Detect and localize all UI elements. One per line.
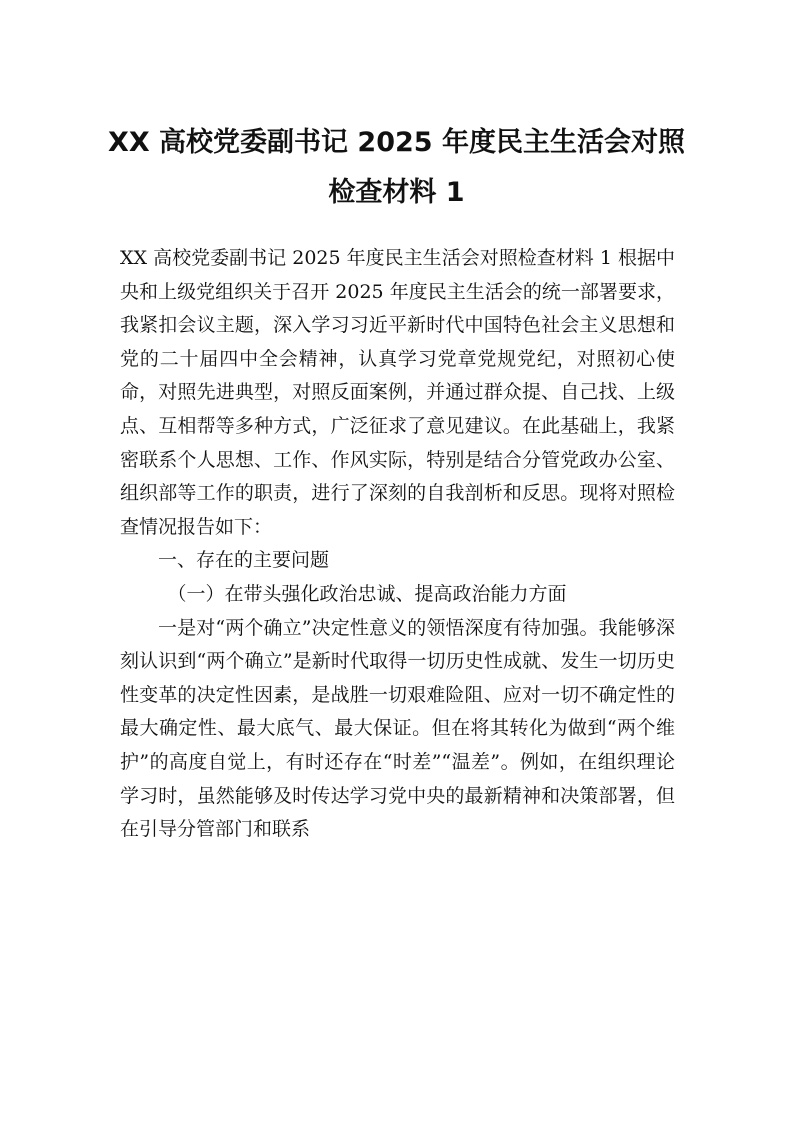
body-paragraph: 一是对“两个确立”决定性意义的领悟深度有待加强。我能够深刻认识到“两个确立”是新时代取得一切历史性成就、发生一切历史性变革的决定性因素，是战胜一切艰难险阻、应对一切不确定性的最大确定性、最大底气、最大保证。但在将其转化为做到“两个维护”的高度自觉上，有时还存在“时差”“温差”。例如，在组织理论学习时，虽然能够及时传达学习党中央的最新精神和决策部署，但在引导分管部门和联系 <box>120 616 675 841</box>
intro-paragraph: XX 高校党委副书记 2025 年度民主生活会对照检查材料 1 根据中央和上级党组织关于召开 2025 年度民主生活会的统一部署要求，我紧扣会议主题，深入学习习近平新时代中国特色社会主义思想和党的二十届四中全会精神，认真学习党章党规党纪，对照初心使命，对照先进典型，对照反面案例，并通过群众提、自己找、上级点、互相帮等多种方式，广泛征求了意见建议。在此基础上，我紧密联系个人思想、工作、作风实际，特别是结合分管党政办公室、组织部等工作的职责，进行了深刻的自我剖析和反思。现将对照检查情况报告如下： <box>120 247 675 538</box>
subsection-heading: （一）在带头强化政治忠诚、提高政治能力方面 <box>167 582 567 605</box>
document-title: XX 高校党委副书记 2025 年度民主生活会对照检查材料 1 <box>108 127 685 208</box>
section-heading: 一、存在的主要问题 <box>158 549 330 572</box>
document-body <box>120 242 675 847</box>
